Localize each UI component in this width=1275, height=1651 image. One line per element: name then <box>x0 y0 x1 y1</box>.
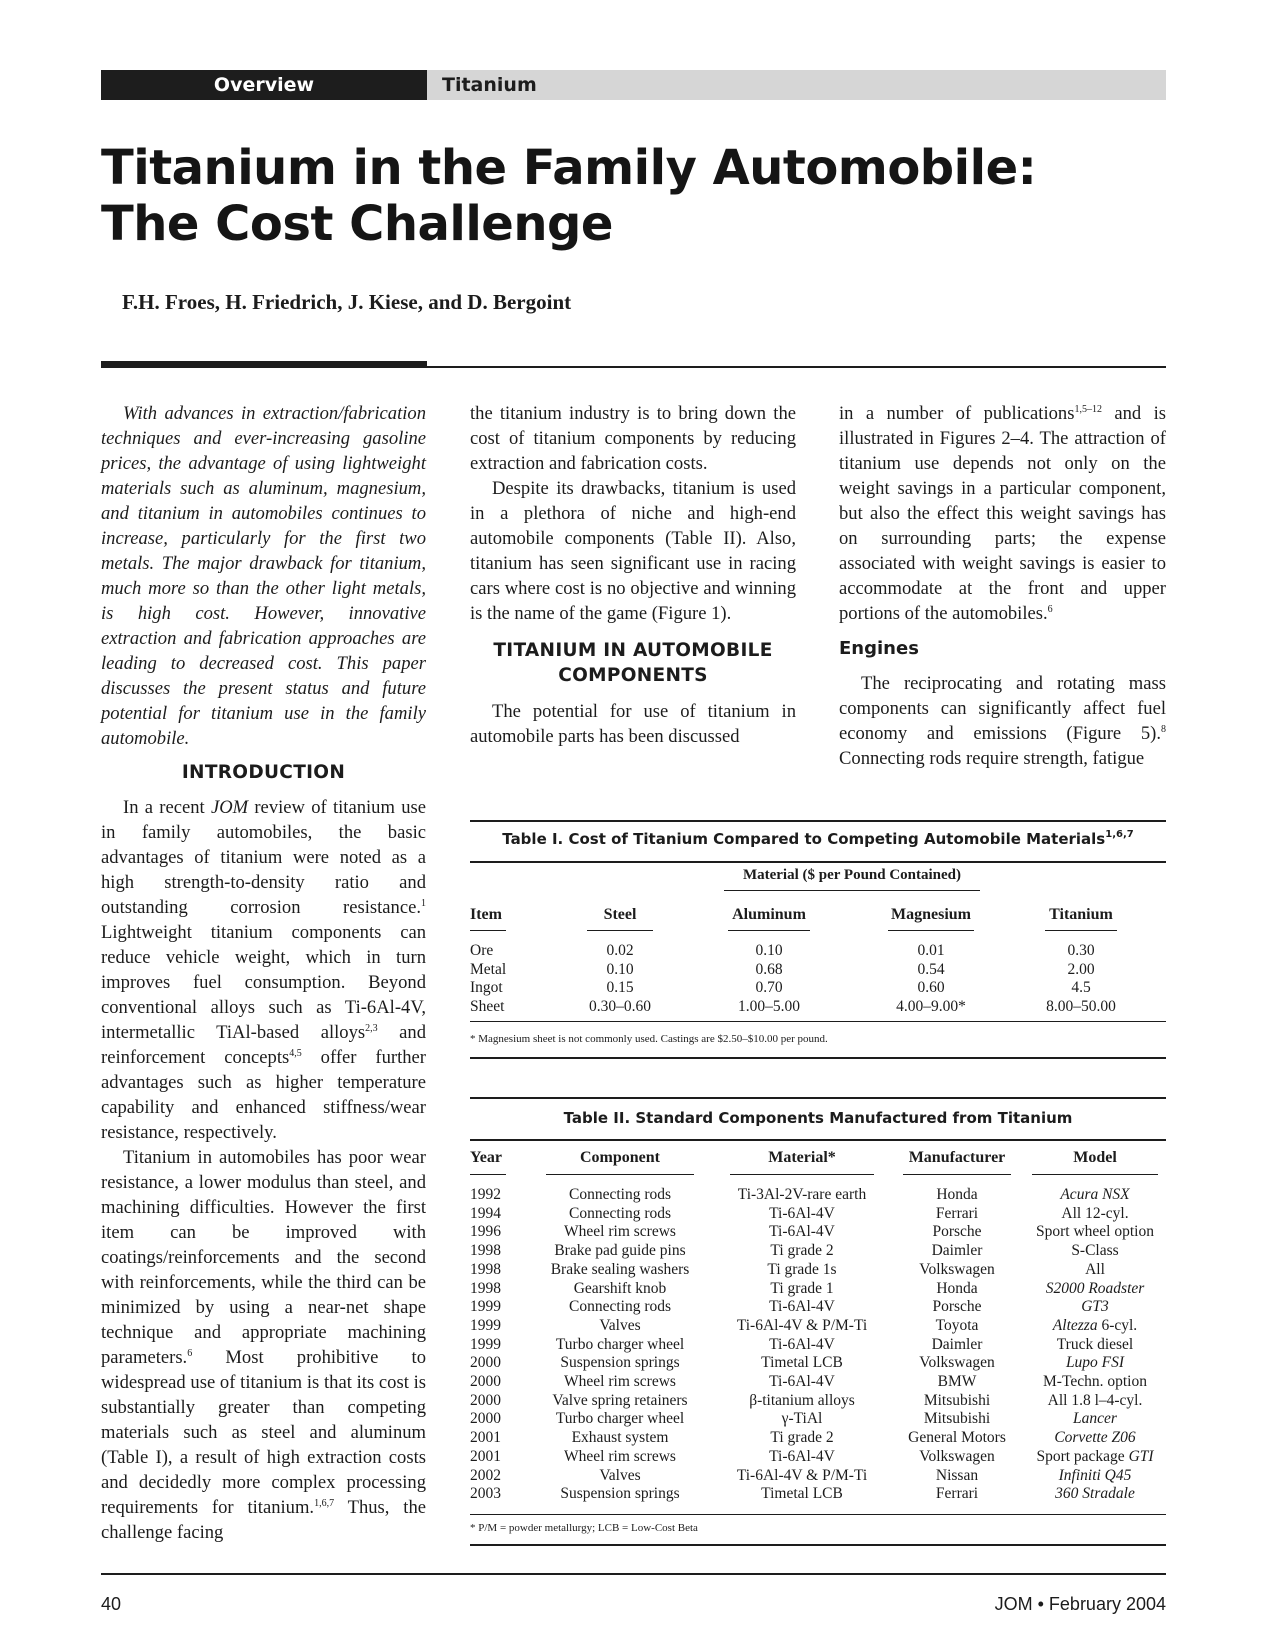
author-list: F.H. Froes, H. Friedrich, J. Kiese, and D. Bergoint <box>122 290 572 314</box>
table-2-cell-model: Sport wheel option <box>1036 1223 1154 1241</box>
table-2-cell-manufacturer: BMW <box>937 1373 977 1390</box>
table-1-group-underline <box>724 890 980 891</box>
table-2-cell-manufacturer: Mitsubishi <box>923 1410 991 1428</box>
page-number: 40 <box>101 1594 122 1614</box>
table-2-cell-year: 2000 <box>470 1354 501 1372</box>
table-2-cell-year: 2000 <box>470 1410 501 1428</box>
paragraph-intro-3: Despite its drawbacks, titanium is used in a plethora of niche and high-end automobile components (Table II). Also, titanium has seen significant use in racing cars where cost is no objective and winning is the name of the game (Figure 1). <box>470 478 796 624</box>
paragraph-components-1-continued: in a number of publications$^{1,5-12}$ and is illustrated in Figures 2–4. The attraction of titanium use depends not only on the weight savings in a particular component, but also the effect this weight savings has on surrounding parts; the expense associated with weight savings is easier to accommodate at the front and upper portions of the automobiles.$^6$ <box>839 403 1166 624</box>
table-2-cell-year: 1992 <box>470 1186 501 1203</box>
table-1-cell-item: Ore <box>470 942 494 959</box>
table-2-cell-material: Ti-6Al-4V <box>769 1447 835 1465</box>
table-1-header-titanium: Titanium <box>1049 906 1113 923</box>
table-2-header-manufacturer: Manufacturer <box>908 1149 1006 1166</box>
table-1-underline <box>587 930 653 931</box>
table-2-caption: Table II. Standard Components Manufactured from Titanium <box>563 1109 1073 1127</box>
table-1-header-aluminum: Aluminum <box>732 906 806 923</box>
table-1-cell-steel: 0.02 <box>606 942 634 959</box>
table-2-cell-component: Wheel rim screws <box>564 1447 676 1465</box>
table-2-cell-manufacturer: Ferrari <box>935 1204 979 1222</box>
table-1-caption-rule <box>470 861 1166 863</box>
table-2-underline <box>730 1174 874 1175</box>
table-1-body-rule <box>470 1021 1166 1022</box>
table-2-cell-model: M-Techn. option <box>1043 1373 1147 1390</box>
table-2-cell-manufacturer: Honda <box>936 1279 978 1297</box>
table-2-cell-component: Valves <box>599 1316 641 1334</box>
table-2-cell-manufacturer: Mitsubishi <box>923 1391 991 1409</box>
heading-components: TITANIUM IN AUTOMOBILE COMPONENTS <box>493 640 773 686</box>
table-2-cell-material: Timetal LCB <box>761 1354 843 1372</box>
table-2-cell-model: 360 Stradale <box>1055 1485 1135 1503</box>
table-1-underline <box>1045 930 1117 931</box>
table-2-cell-model: All 12-cyl. <box>1061 1204 1129 1222</box>
table-2-cell-year: 2000 <box>470 1391 501 1409</box>
table-2-cell-manufacturer: Nissan <box>935 1466 979 1484</box>
table-2-underline <box>546 1174 694 1175</box>
table-1-cell-item: Sheet <box>470 997 505 1015</box>
table-2-cell-model: Acura NSX <box>1060 1186 1130 1203</box>
table-2-cell-material: Ti-6Al-4V <box>769 1204 835 1222</box>
paragraph-components-1-start: The potential for use of titanium in automobile parts has been discussed <box>470 701 796 747</box>
table-2-cell-model: Corvette Z06 <box>1054 1429 1136 1447</box>
table-2-cell-material: Ti-6Al-4V & P/M-Ti <box>736 1316 868 1334</box>
table-1-cell-magnesium: 0.01 <box>917 942 945 959</box>
table-2-body-rule <box>470 1514 1166 1515</box>
table-2-cell-year: 1994 <box>470 1204 501 1222</box>
header-band-light <box>427 70 1166 100</box>
table-2-cell-material: β-titanium alloys <box>749 1391 855 1409</box>
table-2-cell-manufacturer: Porsche <box>932 1298 982 1316</box>
table-1-underline <box>470 930 506 931</box>
table-1-cell-magnesium: 4.00–9.00* <box>896 997 966 1015</box>
table-2-cell-component: Brake pad guide pins <box>554 1242 686 1260</box>
table-1-cell-aluminum: 0.70 <box>755 979 783 996</box>
table-2-cell-material: Ti-6Al-4V <box>769 1223 835 1241</box>
journal-issue: JOM • February 2004 <box>994 1594 1166 1614</box>
table-2-cell-year: 2000 <box>470 1373 501 1390</box>
table-2-cell-manufacturer: Volkswagen <box>919 1354 995 1372</box>
table-2-cell-material: γ-TiAl <box>781 1410 823 1428</box>
table-2-cell-component: Exhaust system <box>571 1429 669 1447</box>
table-2-footnote: * P/M = powder metallurgy; LCB = Low-Cost Beta <box>470 1522 698 1534</box>
table-2-cell-material: Ti grade 2 <box>770 1242 834 1260</box>
table-2-cell-component: Turbo charger wheel <box>555 1410 685 1428</box>
table-2-cell-manufacturer: Ferrari <box>935 1485 979 1503</box>
table-2-top-rule <box>470 1097 1166 1099</box>
table-2-cell-manufacturer: Daimler <box>931 1335 983 1353</box>
table-1-cell-magnesium: 0.54 <box>917 960 945 978</box>
table-2-cell-year: 1996 <box>470 1223 501 1241</box>
table-2-cell-year: 1998 <box>470 1242 501 1260</box>
table-2-cell-manufacturer: Volkswagen <box>919 1260 995 1278</box>
table-2-underline <box>1032 1174 1158 1175</box>
table-2-cell-model: All <box>1085 1260 1105 1278</box>
table-1-caption: Table I. Cost of Titanium Compared to Competing Automobile Materials$^{1,6,7}$ <box>502 829 1134 848</box>
table-2-cell-model: All 1.8 l–4-cyl. <box>1047 1391 1143 1409</box>
table-2-cell-component: Wheel rim screws <box>564 1373 676 1390</box>
heading-engines: Engines <box>839 638 919 659</box>
table-1-footnote: * Magnesium sheet is not commonly used. Castings are $2.50–$10.00 per pound. <box>470 1033 828 1045</box>
table-2-cell-material: Ti grade 1s <box>767 1260 837 1278</box>
table-2-cell-component: Valve spring retainers <box>552 1391 688 1409</box>
table-2-cell-model: Truck diesel <box>1056 1335 1134 1353</box>
table-2-cell-year: 2001 <box>470 1429 501 1447</box>
table-1-cell-steel: 0.10 <box>606 960 634 978</box>
table-2-cell-component: Suspension springs <box>560 1354 680 1372</box>
table-1 <box>470 820 1166 1060</box>
table-2-caption-rule <box>470 1139 1166 1141</box>
table-1-header-magnesium: Magnesium <box>891 906 971 923</box>
abstract: With advances in extraction/fabrication techniques and ever-increasing gasoline prices, the advantage of using lightweight materials such as aluminum, magnesium, and titanium in automobiles continues to increase, particularly for the first two metals. The major drawback for titanium, much more so than the other light metals, is high cost. However, innovative extraction and fabrication approaches are leading to decreased cost. This paper discusses the present status and future potential for titanium use in the family automobile. <box>101 403 426 749</box>
table-2-bottom-rule <box>470 1544 1166 1546</box>
table-1-cell-steel: 0.30–0.60 <box>589 997 651 1015</box>
table-2-header-material: Material* <box>768 1149 836 1166</box>
table-2-header-component: Component <box>579 1149 660 1166</box>
table-2-cell-material: Ti grade 2 <box>770 1429 834 1447</box>
title-line-2: The Cost Challenge <box>101 196 613 252</box>
table-1-underline <box>728 930 810 931</box>
table-2-cell-component: Wheel rim screws <box>564 1223 676 1241</box>
column-1 <box>101 401 426 1545</box>
table-2-cell-year: 2002 <box>470 1466 501 1484</box>
table-2-cell-manufacturer: Porsche <box>932 1223 982 1241</box>
table-2-cell-component: Turbo charger wheel <box>555 1335 685 1353</box>
table-2-cell-year: 1999 <box>470 1298 501 1316</box>
table-2 <box>470 1097 1166 1547</box>
table-1-underline <box>888 930 974 931</box>
table-1-cell-magnesium: 0.60 <box>917 979 945 996</box>
table-2-cell-year: 2001 <box>470 1447 501 1465</box>
table-2-header-year: Year <box>470 1149 502 1166</box>
table-2-cell-manufacturer: Honda <box>936 1186 978 1203</box>
table-2-header-model: Model <box>1073 1149 1117 1166</box>
table-2-cell-material: Ti-6Al-4V <box>769 1298 835 1316</box>
table-1-cell-steel: 0.15 <box>606 979 634 996</box>
table-2-cell-manufacturer: Volkswagen <box>919 1447 995 1465</box>
table-2-cell-model: Infiniti Q45 <box>1058 1466 1132 1484</box>
table-2-cell-component: Connecting rods <box>568 1186 672 1203</box>
table-2-cell-year: 1999 <box>470 1316 501 1334</box>
table-1-header-steel: Steel <box>603 906 637 923</box>
table-2-cell-year: 1998 <box>470 1260 501 1278</box>
table-1-cell-titanium: 0.30 <box>1067 942 1095 959</box>
column-3 <box>839 401 1166 771</box>
table-2-cell-component: Valves <box>599 1466 641 1484</box>
table-2-underline <box>470 1174 506 1175</box>
table-1-cell-aluminum: 1.00–5.00 <box>738 997 800 1015</box>
table-2-cell-manufacturer: Daimler <box>931 1242 983 1260</box>
title-rule-thin <box>427 366 1166 368</box>
title-line-1: Titanium in the Family Automobile: <box>101 140 1037 196</box>
table-1-cell-item: Ingot <box>470 979 503 996</box>
paragraph-intro-2: Titanium in automobiles has poor wear resistance, a lower modulus than steel, and machining difficulties. However the first item can be improved with coatings/reinforcements and the second with reinforcements, while the third can be minimized by using a near-net shape technique and appropriate machining parameters.$^6$ Most prohibitive to widespread use of titanium is that its cost is substantially greater than competing materials such as steel and aluminum (Table I), a result of high extraction costs and decidedly more complex processing requirements for titanium.$^{1,6,7}$ Thus, the challenge facing <box>101 1147 426 1543</box>
paragraph-engines-1: The reciprocating and rotating mass components can significantly affect fuel economy and emissions (Figure 5).$^8$ Connecting rods require strength, fatigue <box>839 673 1166 769</box>
table-1-cell-titanium: 2.00 <box>1067 960 1095 978</box>
header-section-label: Overview <box>213 74 315 96</box>
table-2-cell-model: Lancer <box>1073 1410 1117 1428</box>
table-1-cell-aluminum: 0.68 <box>755 960 783 978</box>
table-2-cell-component: Suspension springs <box>560 1485 680 1503</box>
table-2-cell-model: GT3 <box>1081 1298 1109 1316</box>
table-1-top-rule <box>470 820 1166 822</box>
heading-introduction: INTRODUCTION <box>181 762 346 783</box>
paragraph-intro-2-tail-start: Thus, the challenge facing <box>101 1497 426 1543</box>
table-2-cell-model: Sport package GTI <box>1036 1447 1154 1465</box>
table-2-cell-model: S2000 Roadster <box>1045 1279 1145 1297</box>
table-1-group-header: Material ($ per Pound Contained) <box>742 867 962 883</box>
table-2-cell-material: Ti grade 1 <box>770 1279 834 1297</box>
table-2-cell-material: Ti-6Al-4V & P/M-Ti <box>736 1466 868 1484</box>
table-2-cell-component: Connecting rods <box>568 1298 672 1316</box>
header-topic-label: Titanium <box>442 74 537 96</box>
column-2 <box>470 401 796 749</box>
table-1-cell-item: Metal <box>470 960 507 978</box>
table-2-cell-year: 1999 <box>470 1335 501 1353</box>
table-2-cell-material: Ti-6Al-4V <box>769 1335 835 1353</box>
table-2-cell-material: Ti-3Al-2V-rare earth <box>737 1186 867 1203</box>
table-2-cell-component: Brake sealing washers <box>550 1260 690 1278</box>
paragraph-intro-1: In a recent JOM review of titanium use in family automobiles, the basic advantages of titanium were noted as a high strength-to-density ratio and outstanding corrosion resistance.$^1$ Lightweight titanium components can reduce vehicle weight, which in turn improves fuel consumption. Beyond conventional alloys such as Ti-6Al-4V, intermetallic TiAl-based alloys$^{2,3}$ and reinforcement concepts$^{4,5}$ offer further advantages such as higher temperature capability and enhanced stiffness/wear resistance, respectively. <box>101 797 426 1143</box>
table-2-cell-material: Timetal LCB <box>761 1485 843 1503</box>
table-2-cell-manufacturer: General Motors <box>908 1429 1006 1447</box>
table-2-cell-component: Connecting rods <box>568 1204 672 1222</box>
table-2-underline <box>903 1174 1011 1175</box>
table-2-cell-material: Ti-6Al-4V <box>769 1373 835 1390</box>
paragraph-intro-2-continued: the titanium industry is to bring down the cost of titanium components by reducing extraction and fabrication costs. <box>470 403 796 474</box>
article-title <box>101 140 1201 252</box>
table-1-header-item: Item <box>470 906 502 923</box>
table-2-cell-year: 2003 <box>470 1485 501 1503</box>
table-2-cell-model: Altezza 6-cyl. <box>1052 1316 1138 1334</box>
table-1-cell-titanium: 8.00–50.00 <box>1046 997 1116 1015</box>
table-1-cell-aluminum: 0.10 <box>755 942 783 959</box>
table-1-bottom-rule <box>470 1057 1166 1059</box>
title-rule-thick <box>101 361 427 368</box>
footer-rule <box>101 1573 1166 1575</box>
table-2-cell-manufacturer: Toyota <box>935 1316 979 1334</box>
table-2-cell-model: S-Class <box>1071 1242 1119 1260</box>
table-2-cell-year: 1998 <box>470 1279 501 1297</box>
table-1-cell-titanium: 4.5 <box>1071 979 1091 996</box>
table-2-cell-component: Gearshift knob <box>573 1279 667 1297</box>
table-2-cell-model: Lupo FSI <box>1065 1354 1125 1372</box>
